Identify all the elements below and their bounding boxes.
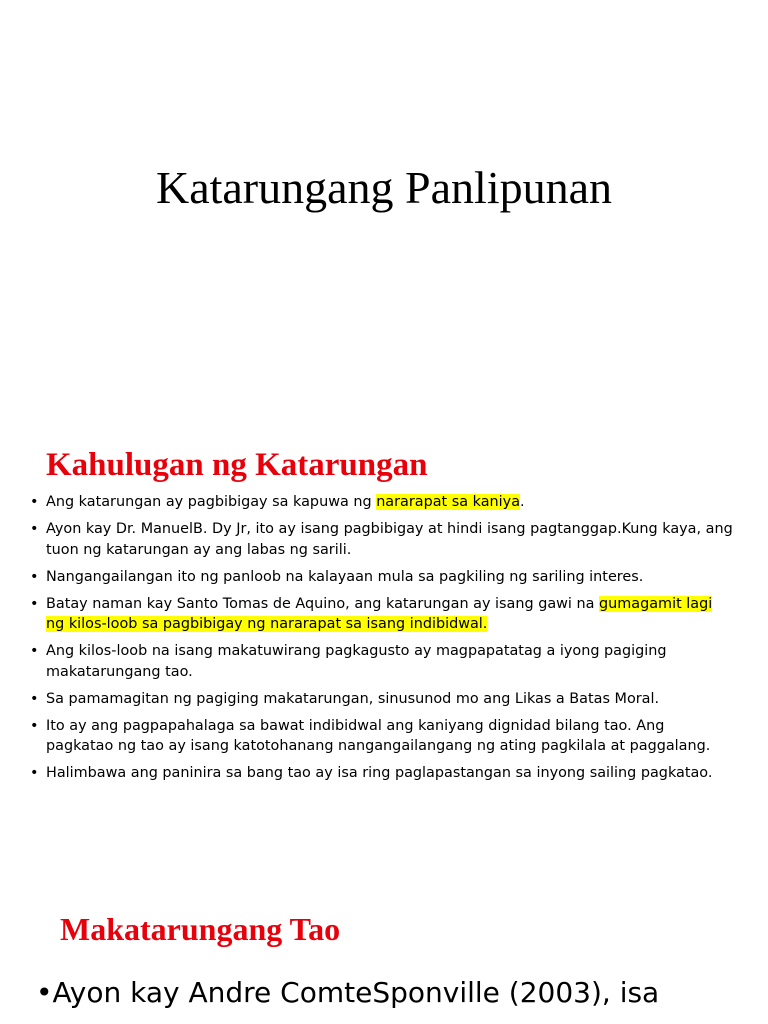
- list-item: [30, 763, 735, 784]
- slide-title: Katarungang Panlipunan: [155, 162, 613, 213]
- bullet-icon: •: [36, 976, 53, 1009]
- bullet-icon: •: [30, 568, 39, 585]
- list-item: [30, 519, 735, 560]
- list-item: [30, 689, 735, 710]
- item-text: Ayon kay Dr. ManuelB. Dy Jr, ito ay isang pagbibigay at hindi isang pagtanggap.Kung kaya, ang tuon ng katarungan ay ang labas ng sarili.: [46, 521, 733, 558]
- bullet-icon: •: [30, 690, 39, 707]
- item-text: Batay naman kay Santo Tomas de Aquino, ang katarungan ay isang gawi na: [46, 595, 600, 612]
- list-item: [30, 594, 735, 635]
- item-text: Ayon kay Andre ComteSponville (2003), isa: [52, 976, 660, 1009]
- bullet-icon: •: [30, 494, 39, 510]
- bullet-icon: •: [30, 643, 39, 659]
- bullet-icon: •: [30, 717, 39, 734]
- large-bullet-item: [36, 975, 756, 1011]
- bullet-list: [30, 492, 735, 790]
- highlighted-text: nararapat sa kaniya: [376, 494, 521, 510]
- bullet-icon: •: [30, 765, 39, 781]
- list-item: [30, 716, 735, 757]
- item-text: Ang katarungan ay pagbibigay sa kapuwa ng: [46, 494, 377, 510]
- list-item: [30, 641, 735, 682]
- item-text: Ito ay ang pagpapahalaga sa bawat indibidwal ang kaniyang dignidad bilang tao. Ang pagkatao ng tao ay isang katotohanang nangangailangang ng ating pagkilala at paggalang.: [46, 717, 711, 754]
- highlighted-text: gumagamit lagi ng kilos-loob sa pagbibigay ng nararapat sa isang indibidwal.: [46, 595, 713, 632]
- section-heading-makatarungang-tao: Makatarungang Tao: [60, 911, 341, 947]
- list-item: [30, 492, 735, 513]
- item-text: Sa pamamagitan ng pagiging makatarungan, sinusunod mo ang Likas a Batas Moral.: [46, 690, 660, 707]
- section-heading-kahulugan: Kahulugan ng Katarungan: [46, 447, 428, 483]
- item-text: Nangangailangan ito ng panloob na kalayaan mula sa pagkiling ng sariling interes.: [46, 568, 644, 585]
- item-text: Halimbawa ang paninira sa bang tao ay isa ring paglapastangan sa inyong sailing pagkatao.: [46, 765, 713, 781]
- item-text: Ang kilos-loob na isang makatuwirang pagkagusto ay magpapatatag a iyong pagiging makatarungang tao.: [46, 643, 667, 680]
- bullet-icon: •: [30, 595, 39, 612]
- item-text-end: .: [520, 494, 525, 510]
- bullet-icon: •: [30, 521, 39, 537]
- list-item: [30, 567, 735, 588]
